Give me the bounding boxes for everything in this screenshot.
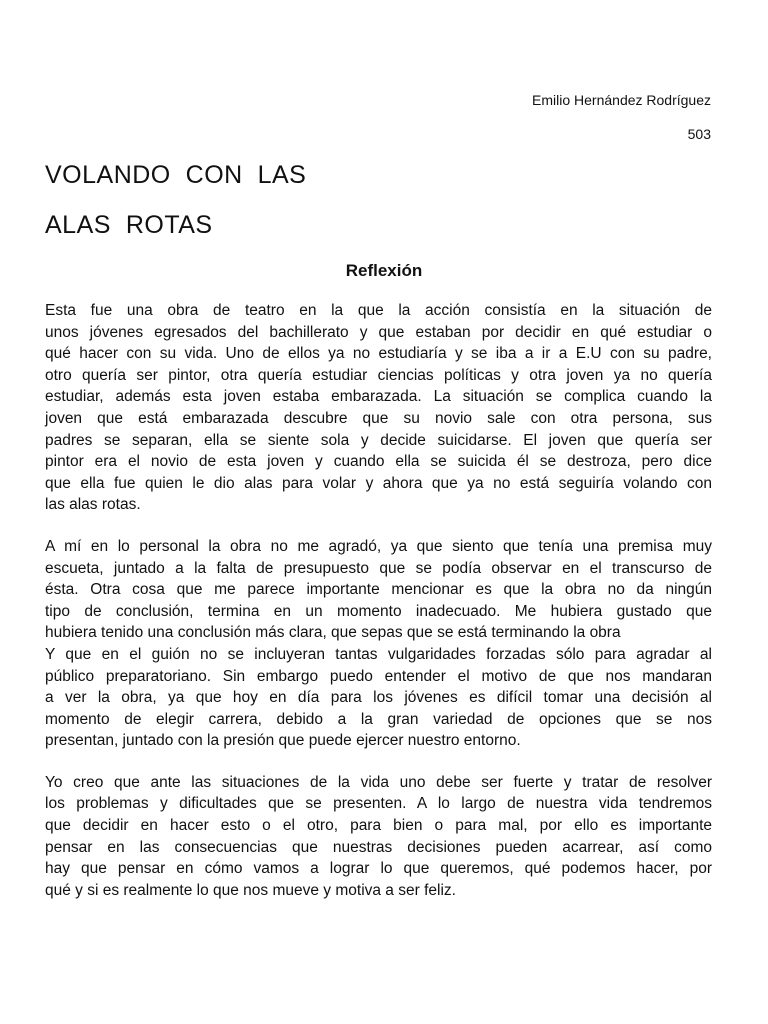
author-name: Emilio Hernández Rodríguez bbox=[532, 92, 711, 108]
text-line: unos jóvenes egresados del bachillerato y que estaban por decidir en qué estudiar o bbox=[45, 323, 712, 341]
page-title-line-2: ALAS ROTAS bbox=[45, 211, 213, 239]
text-line: a ver la obra, ya que hoy en día para los jóvenes es difícil tomar una decisión al bbox=[45, 689, 712, 707]
text-line: presentan, juntado con la presión que puede ejercer nuestro entorno. bbox=[45, 732, 521, 750]
text-line: Esta fue una obra de teatro en la que la acción consistía en la situación de bbox=[45, 302, 712, 319]
paragraph-3 bbox=[45, 772, 712, 902]
paragraph-2 bbox=[45, 536, 712, 752]
text-line: público preparatoriano. Sin embargo puedo entender el motivo de que nos mandaran bbox=[45, 667, 712, 685]
text-line: tipo de conclusión, termina en un momento inadecuado. Me hubiera gustado que bbox=[45, 602, 712, 620]
text-line: que decidir en hacer esto o el otro, para bien o para mal, por ello es importante bbox=[45, 817, 712, 835]
document-body bbox=[45, 300, 712, 921]
text-line: ésta. Otra cosa que me parece importante mencionar es que la obra no da ningún bbox=[45, 581, 712, 599]
text-line: Y que en el guión no se incluyeran tantas vulgaridades forzadas sólo para agradar al bbox=[45, 645, 712, 663]
text-line: joven que está embarazada descubre que su novio sale con otra persona, sus bbox=[45, 409, 712, 427]
text-line: las alas rotas. bbox=[45, 496, 141, 514]
paragraph-1 bbox=[45, 300, 712, 516]
page-title-line-1: VOLANDO CON LAS bbox=[45, 161, 307, 189]
text-line: los problemas y dificultades que se presenten. A lo largo de nuestra vida tendremos bbox=[45, 795, 712, 813]
text-line: momento de elegir carrera, debido a la gran variedad de opciones que se nos bbox=[45, 710, 712, 728]
text-line: hay que pensar en cómo vamos a lograr lo que queremos, qué podemos hacer, por bbox=[45, 860, 712, 878]
text-line: otro quería ser pintor, otra quería estudiar ciencias políticas y otra joven ya no quería bbox=[45, 366, 712, 384]
text-line: Yo creo que ante las situaciones de la vida uno debe ser fuerte y tratar de resolver bbox=[45, 773, 712, 791]
text-line: qué hacer con su vida. Uno de ellos ya no estudiaría y se iba a ir a E.U con su padre, bbox=[45, 345, 712, 363]
text-line: que ella fue quien le dio alas para volar y ahora que ya no está seguiría volando con bbox=[45, 474, 712, 492]
group-number: 503 bbox=[687, 126, 711, 142]
text-line: A mí en lo personal la obra no me agradó, ya que siento que tenía una premisa muy bbox=[45, 537, 712, 555]
text-line: estudiar, además esta joven estaba embarazada. La situación se complica cuando la bbox=[45, 388, 712, 406]
text-line: pintor era el novio de esta joven y cuando ella se suicida él se destroza, pero dice bbox=[45, 453, 712, 471]
text-line: qué y si es realmente lo que nos mueve y motiva a ser feliz. bbox=[45, 881, 456, 899]
text-line: hubiera tenido una conclusión más clara, que sepas que se está terminando la obra bbox=[45, 624, 621, 642]
text-line: escueta, juntado a la falta de presupuesto que se podía observar en el transcurso de bbox=[45, 559, 712, 577]
text-line: pensar en las consecuencias que nuestras decisiones pueden acarrear, así como bbox=[45, 838, 712, 856]
text-line: padres se separan, ella se siente sola y decide suicidarse. El joven que quería ser bbox=[45, 431, 712, 449]
section-heading: Reflexión bbox=[345, 261, 423, 280]
